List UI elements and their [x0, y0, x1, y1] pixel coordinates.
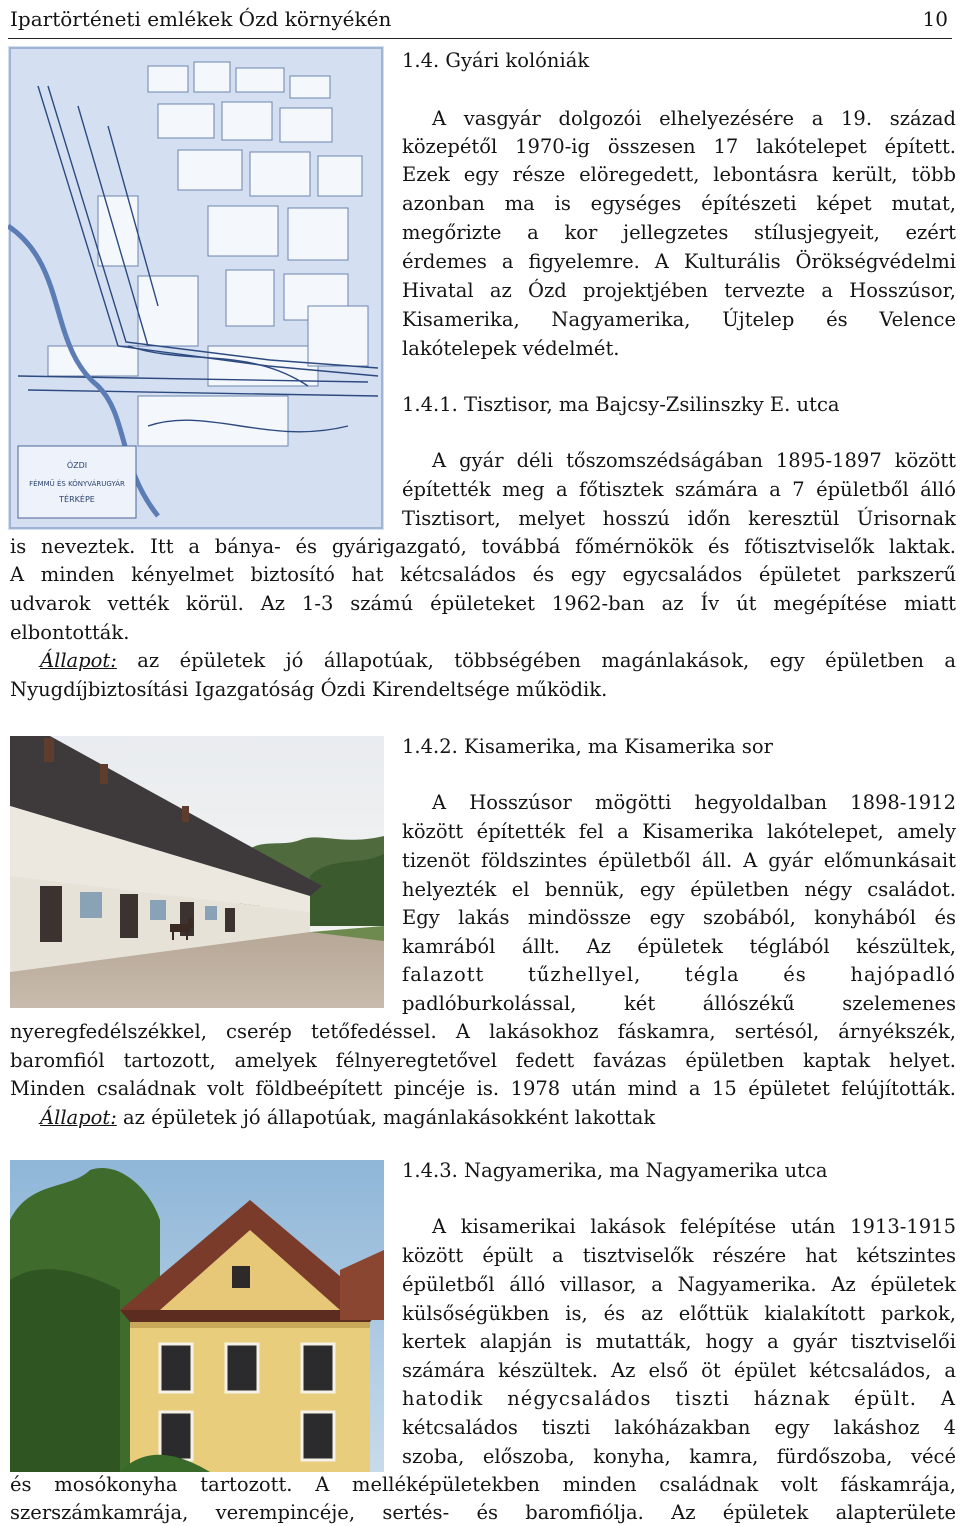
body-line: baromfiól tartozott, amelyek félnyeregtetővel fedett favázas épületben kaptak helyet.	[10, 1049, 956, 1072]
subsection-heading: 1.4.2. Kisamerika, ma Kisamerika sor	[402, 735, 773, 758]
body-line: Egy lakás mindössze egy szobából, konyhából és	[402, 906, 956, 929]
body-line: szerszámkamrája, verempincéje, sertés- és baromfiólja. Az épületek alapterülete	[10, 1501, 956, 1524]
map-caption-line: ÓZDI	[66, 461, 88, 470]
intro-line: Hivatal az Ózd projektjében tervezte a Hosszúsor,	[402, 279, 956, 302]
body-line: épületből álló villasor, a Nagyamerika. Az épületek	[402, 1273, 956, 1296]
body-line: kamrából állt. Az épületek téglából készültek,	[402, 935, 956, 958]
intro-line: lakótelepek védelmét.	[402, 337, 620, 360]
header-rule	[8, 38, 952, 39]
subsection-heading: 1.4.1. Tisztisor, ma Bajcsy-Zsilinszky E. utca	[402, 393, 840, 416]
status-text: az épületek jó állapotúak, magánlakásokként lakottak	[123, 1106, 656, 1129]
body-line: Minden családnak volt földbeépített pincéje is. 1978 után mind a 15 épületet felújították.	[10, 1077, 956, 1100]
intro-line: megőrizte a kor jellegzetes stílusjegyeit, ezért	[402, 221, 956, 244]
status-paragraph	[40, 1105, 655, 1131]
body-line: is neveztek. Itt a bánya- és gyárigazgató, továbbá főmérnökök és főtisztviselők laktak.	[10, 535, 956, 558]
status-label: Állapot:	[40, 649, 117, 672]
map-caption-line: TÉRKÉPE	[59, 495, 95, 504]
body-line: között épült a tisztviselők részére hat kétszintes	[402, 1244, 956, 1267]
kisamerika-photo	[10, 736, 384, 1008]
body-line: falazott tűzhellyel, tégla és hajópadló	[402, 963, 956, 986]
body-line: hatodik négycsaládos tiszti háznak épült. A	[402, 1387, 956, 1410]
body-line: között építették fel a Kisamerika lakótelepet, amely	[402, 820, 956, 843]
status-label: Állapot:	[40, 1106, 117, 1129]
page-number: 10	[922, 7, 948, 31]
nagyamerika-photo	[10, 1160, 384, 1472]
subsection-heading: 1.4.3. Nagyamerika, ma Nagyamerika utca	[402, 1159, 828, 1182]
body-line: A kisamerikai lakások felépítése után 1913-1915	[432, 1215, 956, 1238]
body-line: szoba, előszoba, konyha, kamra, fürdőszoba, vécé	[402, 1445, 956, 1468]
body-line: helyezték el bennük, egy épületben négy családot.	[402, 878, 956, 901]
body-line: padlóburkolással, két állószékű szelemenes	[402, 992, 956, 1015]
body-line: udvarok vették körül. Az 1-3 számú épületeket 1962-ban az Ív út megépítése miatt	[10, 592, 956, 615]
intro-line: érdemes a figyelemre. A Kulturális Örökségvédelmi	[402, 250, 956, 273]
body-line: számára készültek. Az első öt épület kétcsaládos, a	[402, 1359, 956, 1382]
status-paragraph	[40, 648, 956, 674]
body-line: külsőségükben is, és az előttük kialakított parkok,	[402, 1302, 956, 1325]
intro-line: A vasgyár dolgozói elhelyezésére a 19. század	[432, 107, 956, 130]
body-line: kertek alapján is mutatták, hogy a gyár tisztviselői	[402, 1330, 956, 1353]
status-text: az épületek jó állapotúak, többségében magánlakások, egy épületben a	[137, 649, 956, 672]
body-line: nyeregfedélszékkel, cserép tetőfedéssel. A lakásokhoz fáskamra, sertésól, árnyékszék,	[10, 1020, 956, 1043]
body-line: és mosókonyha tartozott. A melléképületekben minden családnak volt fáskamrája,	[10, 1473, 956, 1496]
intro-line: közepétől 1970-ig összesen 17 lakótelepet épített.	[402, 135, 956, 158]
section-heading: 1.4. Gyári kolóniák	[402, 49, 590, 72]
body-line: Tisztisort, melyet hosszú időn keresztül Úrisornak	[402, 507, 956, 530]
status-text-line: Nyugdíjbiztosítási Igazgatóság Ózdi Kirendeltsége működik.	[10, 678, 608, 701]
running-header-title: Ipartörténeti emlékek Ózd környékén	[10, 7, 392, 31]
colony-map-image	[8, 46, 384, 530]
body-line: elbontották.	[10, 621, 130, 644]
intro-line: Ezek egy része elöregedett, lebontásra került, több	[402, 163, 956, 186]
intro-line: Kisamerika, Nagyamerika, Újtelep és Velence	[402, 308, 956, 331]
body-line: A Hosszúsor mögötti hegyoldalban 1898-1912	[432, 791, 956, 814]
body-line: A minden kényelmet biztosító hat kétcsaládos és egy egycsaládos épületet parkszerű	[10, 563, 956, 586]
body-line: építették meg a főtisztek számára a 7 épületből álló	[402, 478, 956, 501]
body-line: tizenöt földszintes épületből áll. A gyár előmunkásait	[402, 849, 956, 872]
intro-line: azonban ma is egységes építészeti képet mutat,	[402, 192, 956, 215]
map-caption-line: FÉMMŰ ÉS KÖNYVÁRUGYÁR	[29, 480, 125, 488]
body-line: kétcsaládos tiszti lakóházakban egy lakáshoz 4	[402, 1416, 956, 1439]
body-line: A gyár déli tőszomszédságában 1895-1897 között	[432, 449, 956, 472]
